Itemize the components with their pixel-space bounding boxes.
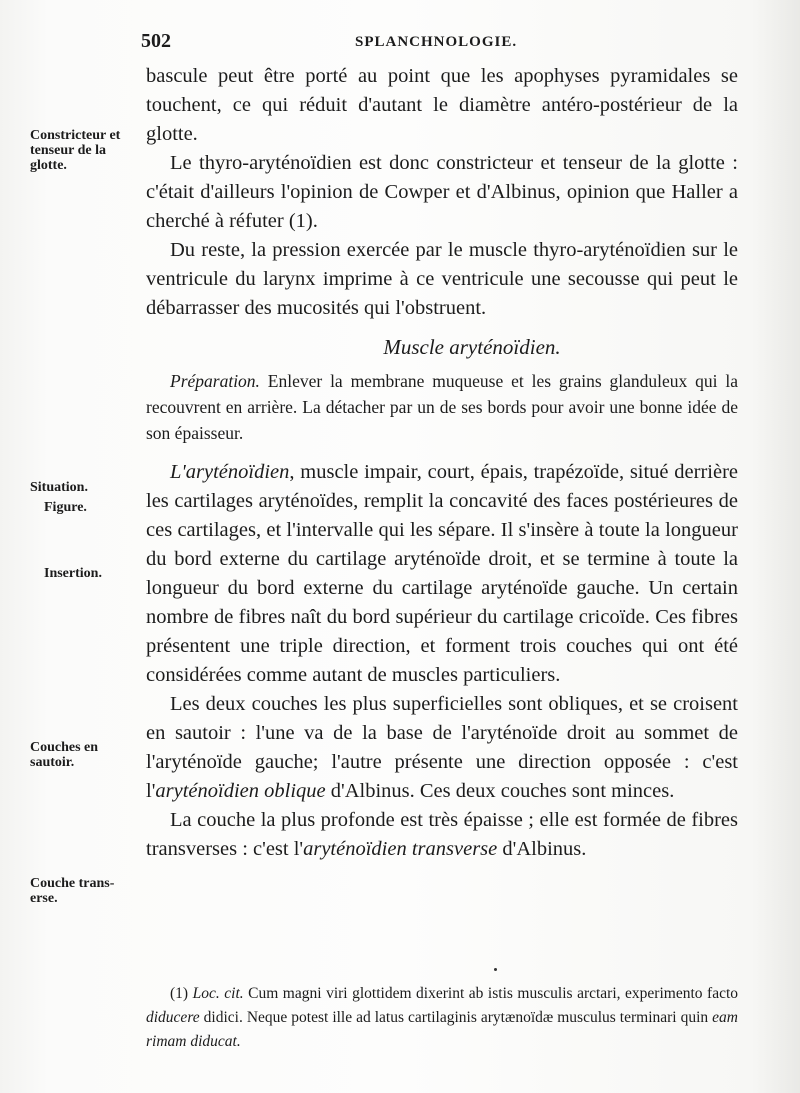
preparation-lead: Préparation. — [170, 371, 260, 391]
footnote — [146, 982, 738, 1054]
paragraph-5-end: d'Albinus. Ces deux couches sont minces. — [325, 780, 675, 802]
paragraph-5 — [146, 690, 738, 806]
paragraph-3: Du reste, la pression exercée par le muscle thyro-aryténoïdien sur le ventricule du larynx imprime à ce ventricule une secousse qui peut le débarrasser des mucosités qui l'obstruent. — [146, 239, 738, 319]
paragraph-6 — [146, 806, 738, 864]
margin-note-figure: Figure. — [44, 500, 87, 515]
footnote-end: eam rimam diducat. — [146, 1009, 738, 1050]
paragraph-6-text: La couche la plus profonde est très épaisse ; elle est formée de fibres transverses : c'est l' — [146, 809, 738, 860]
preparation-text: Enlever la membrane muqueuse et les grains glanduleux qui la recouvrent en arrière. La détacher par un de ses bords pour avoir une bonne idée de son épaisseur. — [146, 371, 738, 443]
margin-note-couches-en-sautoir: Couches en sautoir. — [30, 740, 99, 770]
margin-note-constricteur: Constricteur et tenseur de la glotte. — [30, 128, 121, 173]
paragraph-6-end: d'Albinus. — [497, 838, 587, 860]
footnote-divider-dot — [494, 968, 497, 971]
footnote-mark: (1) — [170, 985, 189, 1002]
footnote-text-2: didici. Neque potest ille ad latus cartilaginis arytænoïdæ musculus terminari quin — [199, 1009, 713, 1026]
paragraph-5-text: Les deux couches les plus superficielles sont obliques, et se croisent en sautoir : l'une va de la base de l'aryténoïde droit au sommet de l'aryténoïde gauche; l'autre présente une direction opposée : c'est l' — [146, 693, 738, 802]
preparation-paragraph — [146, 368, 738, 446]
footnote-diducere: diducere — [146, 1009, 200, 1026]
paragraph-4-text: , muscle impair, court, épais, trapézoïde, situé derrière les cartilages aryténoïdes, remplit la concavité des faces postérieures de ces cartilages, et l'intervalle qui les sépare. Il s'insère à toute la longueur du bord externe du cartilage aryténoïde droit, et se termine à toute la longueur du bord externe du cartilage aryténoïde gauche. Un certain nombre de fibres naît du bord supérieur du cartilage cricoïde. Ces fibres présentent une triple direction, et forment trois couches qui ont été considérées comme autant de muscles particuliers. — [146, 461, 738, 686]
running-head: SPLANCHNOLOGIE. — [355, 34, 518, 50]
body-text — [146, 62, 738, 864]
margin-note-situation: Situation. — [30, 480, 88, 495]
term-arytenoidien: L'aryténoïdien — [170, 461, 290, 483]
margin-note-couche-transverse: Couche trans-erse. — [30, 876, 115, 906]
margin-note-insertion: Insertion. — [44, 566, 102, 581]
footnote-loc: Loc. cit. — [192, 985, 244, 1002]
term-arytenoidien-transverse: aryténoïdien transverse — [303, 838, 498, 860]
paragraph-1: bascule peut être porté au point que les apophyses pyramidales se touchent, ce qui réduit d'autant le diamètre antéro-postérieur de la glotte. — [146, 65, 738, 145]
paragraph-2: Le thyro-aryténoïdien est donc constricteur et tenseur de la glotte : c'était d'ailleurs l'opinion de Cowper et d'Albinus, opinion que Haller a cherché à réfuter (1). — [146, 152, 738, 232]
term-arytenoidien-oblique: aryténoïdien oblique — [155, 780, 326, 802]
section-title: Muscle aryténoïdien. — [383, 335, 561, 359]
paragraph-4 — [146, 458, 738, 690]
footnote-text-1: Cum magni viri glottidem dixerint ab istis musculis arctari, experimento facto — [243, 985, 739, 1002]
page-number: 502 — [141, 30, 171, 52]
